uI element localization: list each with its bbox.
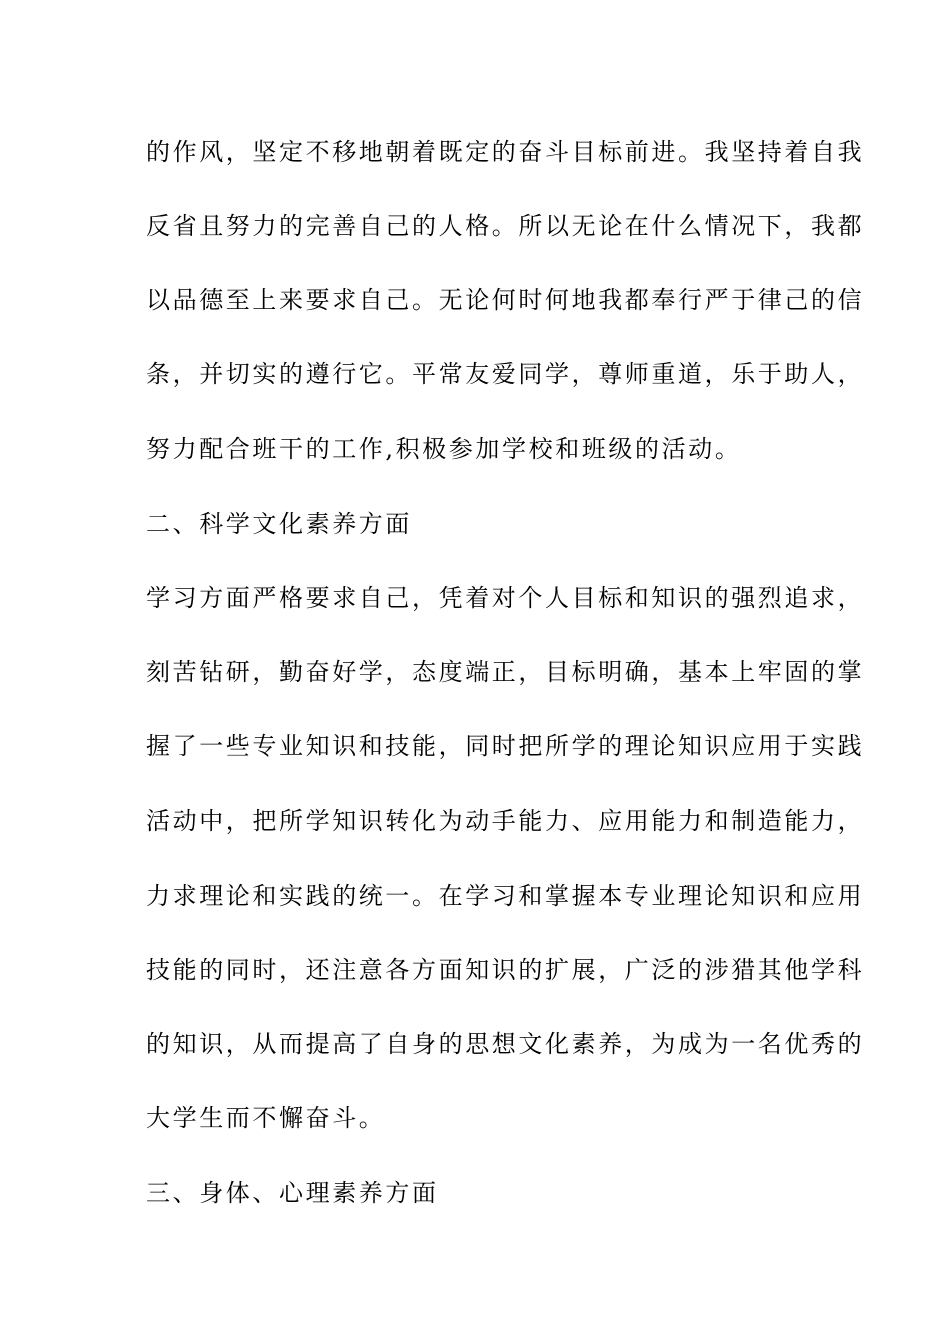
paragraph-line: 的知识，从而提高了自身的思想文化素养，为成为一名优秀的 [146,1030,865,1058]
paragraph-line: 以品德至上来要求自己。无论何时何地我都奉行严于律己的信 [146,286,865,314]
paragraph-line: 力求理论和实践的统一。在学习和掌握本专业理论知识和应用 [146,882,865,910]
paragraph-line: 刻苦钻研，勤奋好学，态度端正，目标明确，基本上牢固的掌 [146,658,865,686]
paragraph-line: 握了一些专业知识和技能，同时把所学的理论知识应用于实践 [146,732,865,760]
section-heading-body-mind: 三、身体、心理素养方面 [146,1179,439,1207]
paragraph-line: 的作风，坚定不移地朝着既定的奋斗目标前进。我坚持着自我 [146,138,865,166]
paragraph-line: 努力配合班干的工作,积极参加学校和班级的活动。 [146,435,742,463]
paragraph-line: 反省且努力的完善自己的人格。所以无论在什么情况下，我都 [146,212,865,240]
paragraph-line: 条，并切实的遵行它。平常友爱同学，尊师重道，乐于助人， [146,360,865,388]
paragraph-line: 技能的同时，还注意各方面知识的扩展，广泛的涉猎其他学科 [146,956,865,984]
paragraph-line: 活动中，把所学知识转化为动手能力、应用能力和制造能力， [146,807,865,835]
paragraph-line: 大学生而不懈奋斗。 [146,1104,386,1132]
section-heading-science-culture: 二、科学文化素养方面 [146,510,412,538]
paragraph-line: 学习方面严格要求自己，凭着对个人目标和知识的强烈追求， [146,584,865,612]
